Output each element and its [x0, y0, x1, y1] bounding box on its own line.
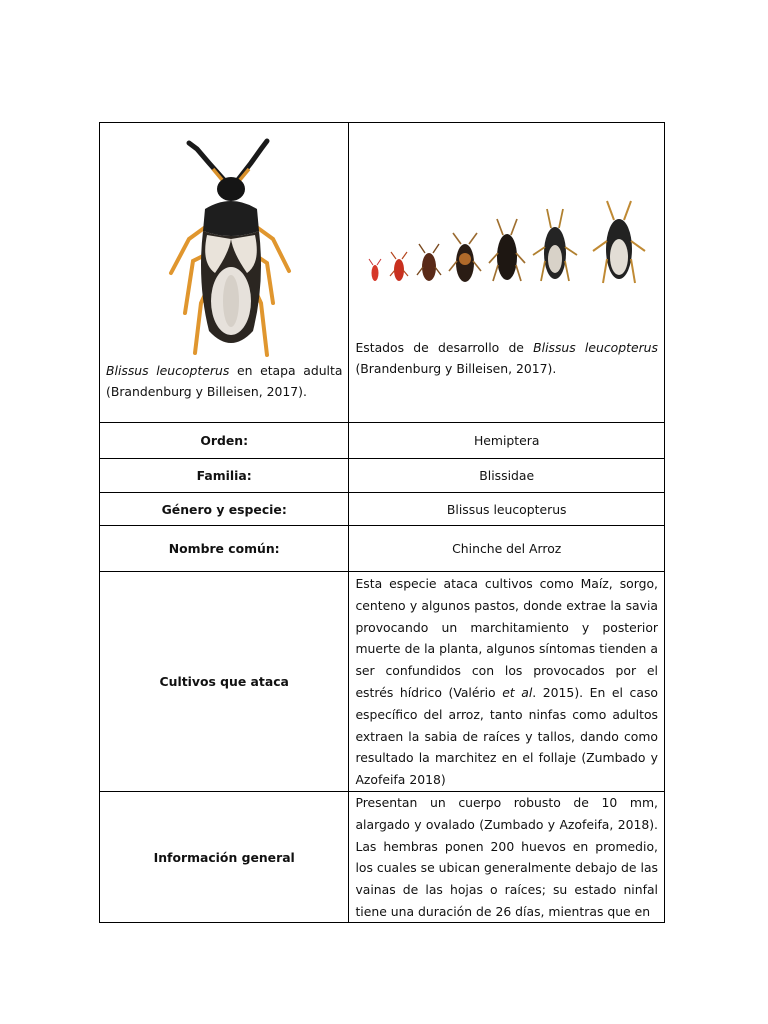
row-genero — [100, 493, 665, 526]
genero-label: Género y especie: — [100, 493, 349, 526]
species-info-table — [99, 122, 665, 923]
nombre-comun-label: Nombre común: — [100, 526, 349, 572]
cultivos-text — [349, 572, 665, 792]
development-stages-photo — [349, 123, 662, 338]
row-nombre-comun — [100, 526, 665, 572]
informacion-general-text: Presentan un cuerpo robusto de 10 mm, alargado y ovalado (Zumbado y Azofeifa, 2018). Las hembras ponen 200 huevos en promedio, los cuales se ubican generalmente debajo de las vainas de las hojas o raíces; su estado ninfal tiene una duración de 26 días, mientras que en — [355, 795, 658, 919]
cultivos-text-b: . 2015). En el caso específico del arroz, tanto ninfas como adultos extraen la sabia de raíces y tallos, dando como resultado la marchitez en el follaje (Zumbado y Azofeifa 2018) — [355, 684, 658, 788]
orden-label: Orden: — [100, 423, 349, 459]
row-informacion-general — [100, 792, 665, 923]
cultivos-text-a: Esta especie ataca cultivos como Maíz, sorgo, centeno y algunos pastos, donde extrae la savia provocando un marchitamiento y posterior muerte de la planta, algunos síntomas tienden a ser confundidos con los provocados por el estrés hídrico (Valério — [355, 576, 658, 700]
stages-caption-prefix: Estados de desarrollo de — [355, 340, 534, 355]
row-cultivos — [100, 572, 665, 792]
row-familia — [100, 459, 665, 493]
stages-caption-species: Blissus leucopterus — [533, 340, 658, 355]
stages-caption-rest: (Brandenburg y Billeisen, 2017). — [355, 360, 557, 376]
cultivos-text-etal: et al — [502, 684, 533, 700]
cultivos-label: Cultivos que ataca — [100, 572, 349, 792]
adult-bug-photo — [100, 123, 347, 361]
familia-label: Familia: — [100, 459, 349, 493]
stages-figure-cell — [349, 123, 665, 423]
stages-figure-caption — [349, 338, 664, 379]
row-orden — [100, 423, 665, 459]
adult-caption-species: Blissus leucopterus — [106, 363, 230, 378]
adult-figure-caption — [100, 361, 348, 402]
orden-value: Hemiptera — [349, 423, 665, 459]
familia-value: Blissidae — [349, 459, 665, 493]
nombre-comun-value: Chinche del Arroz — [349, 526, 665, 572]
image-row — [100, 123, 665, 423]
adult-caption-rest: en etapa adulta (Brandenburg y Billeisen, 2017). — [106, 363, 343, 399]
adult-figure-cell — [100, 123, 349, 423]
genero-value: Blissus leucopterus — [349, 493, 665, 526]
informacion-general-label: Información general — [100, 792, 349, 923]
informacion-general-cell — [349, 792, 665, 923]
